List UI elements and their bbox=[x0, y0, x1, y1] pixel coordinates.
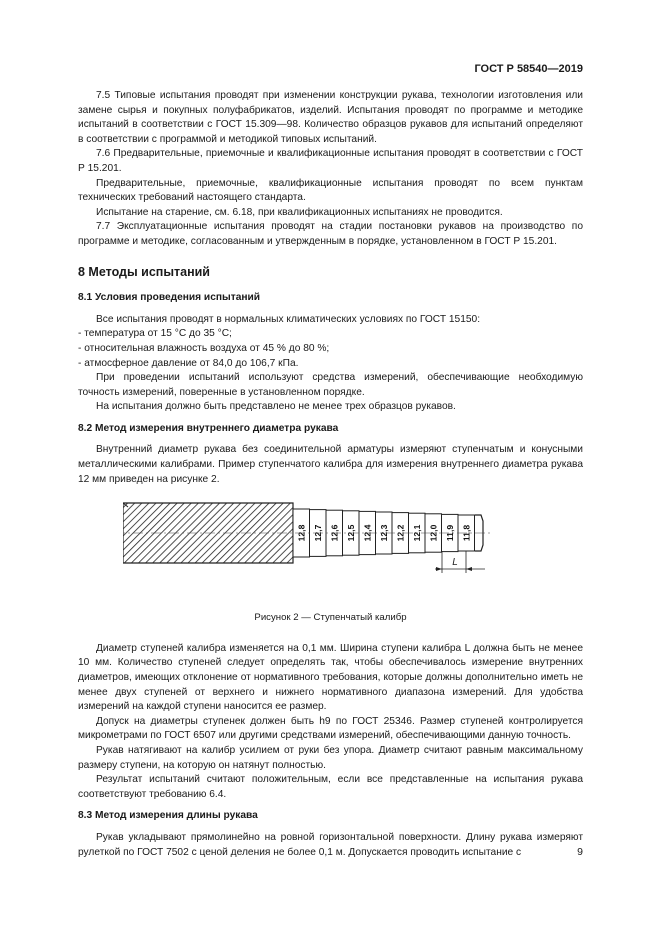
paragraph-7-5: 7.5 Типовые испытания проводят при изменении конструкции рукава, технологии изготовления или замене сырья и покупных полуфабрикатов, изделий. Испытания проводят по программе и методике испытаний в соответствии с ГОСТ 15.309—98. Количество образцов рукавов для испытаний определяют в соответствии с программой и методикой типовых испытаний. bbox=[78, 90, 583, 145]
list-item-pressure: - атмосферное давление от 84,0 до 106,7 кПа. bbox=[78, 357, 299, 369]
gauge-step-label: 12,6 bbox=[329, 524, 340, 542]
paragraph-7-7: 7.7 Эксплуатационные испытания проводят на стадии постановки рукавов на производство по программе и методике, согласованным и утвержденным в порядке, установленном в ГОСТ Р 15.201. bbox=[78, 221, 583, 247]
gauge-step-label: 12,7 bbox=[312, 524, 323, 542]
paragraph-8-2-p1: Внутренний диаметр рукава без соединительной арматуры измеряют ступенчатым и конусными металлическими калибрами. Пример ступенчатого калибра для измерения внутреннего диаметра рукава 12 мм приведен на рисунке 2. bbox=[78, 444, 583, 485]
figure-caption: Рисунок 2 — Ступенчатый калибр bbox=[254, 612, 407, 624]
gauge-step-label: 12,0 bbox=[428, 524, 439, 542]
gauge-step-label: 11,8 bbox=[461, 525, 472, 542]
section-8-3-title: 8.3 Метод измерения длины рукава bbox=[78, 810, 258, 822]
paragraph-8-2-p3: Допуск на диаметры ступенек должен быть h9 по ГОСТ 25346. Размер ступеней контролируется микрометрами по ГОСТ 6507 или другими средствами измерений, обеспечивающими данную точность. bbox=[78, 715, 583, 742]
page-content bbox=[78, 89, 583, 860]
dimension-L-label: L bbox=[452, 557, 458, 569]
gauge-step-label: 12,1 bbox=[411, 524, 422, 542]
gauge-step-label: 11,9 bbox=[444, 525, 455, 542]
section-8-title: 8 Методы испытаний bbox=[78, 264, 210, 279]
gauge-step-label: 12,5 bbox=[345, 524, 356, 542]
stepped-gauge-drawing bbox=[123, 493, 543, 603]
paragraph-8-2-p2: Диаметр ступеней калибра изменяется на 0,1 мм. Ширина ступени калибра L должна быть не менее 10 мм. Количество ступеней следует определять так, чтобы обеспечивалось измерение внутренних диаметров, имеющих отклонение от нормативного требования, которые должны дополнительно иметь не менее двух ступеней от верхнего и нижнего нормативного диапазона измерений. Для удобства измерений на каждой ступени наносится ее размер. bbox=[78, 642, 583, 713]
document-header: ГОСТ Р 58540—2019 bbox=[474, 63, 583, 75]
gauge-step-label: 12,4 bbox=[362, 524, 373, 542]
gauge-step-label: 12,3 bbox=[378, 524, 389, 542]
page-number: 9 bbox=[577, 846, 583, 858]
figure-stepped-gauge bbox=[78, 493, 583, 611]
paragraph-8-2-p4: Рукав натягивают на калибр усилием от руки без упора. Диаметр считают равным максимальному размеру ступени, на которую он натянут полностью. bbox=[78, 745, 583, 771]
gauge-step-label: 12,2 bbox=[395, 524, 406, 542]
paragraph-7-6: 7.6 Предварительные, приемочные и квалификационные испытания проводят в соответствии с ГОСТ Р 15.201. bbox=[78, 148, 583, 174]
section-8-2-title: 8.2 Метод измерения внутреннего диаметра рукава bbox=[78, 422, 339, 434]
paragraph-8-1-intro: Все испытания проводят в нормальных климатических условиях по ГОСТ 15150: bbox=[96, 313, 481, 325]
paragraph-8-3-p1: Рукав укладывают прямолинейно на ровной горизонтальной поверхности. Длину рукава измеряют рулеткой по ГОСТ 7502 с ценой деления не более 0,1 м. Допускается проводить испытание с bbox=[78, 831, 583, 858]
list-item-humidity: - относительная влажность воздуха от 45 % до 80 %; bbox=[78, 342, 330, 354]
paragraph-7-6b: Предварительные, приемочные, квалификационные испытания проводят по всем пунктам технических требований настоящего стандарта. bbox=[78, 177, 583, 204]
gauge-step-label: 12,8 bbox=[296, 524, 307, 542]
paragraph-8-2-p5: Результат испытаний считают положительным, если все представленные на испытания рукава соответствуют требованию 6.4. bbox=[78, 774, 583, 800]
paragraph-7-6c: Испытание на старение, см. 6.18, при квалификационных испытаниях не проводится. bbox=[96, 206, 503, 218]
paragraph-8-1-p2: При проведении испытаний используют средства измерений, обеспечивающие необходимую точность измерений, поверенные в установленном порядке. bbox=[78, 372, 583, 398]
paragraph-8-1-p3: На испытания должно быть представлено не менее трех образцов рукавов. bbox=[96, 401, 456, 413]
dimension-L-marker bbox=[435, 551, 485, 573]
list-item-temperature: - температура от 15 °С до 35 °С; bbox=[78, 328, 232, 340]
section-8-1-title: 8.1 Условия проведения испытаний bbox=[78, 292, 261, 304]
